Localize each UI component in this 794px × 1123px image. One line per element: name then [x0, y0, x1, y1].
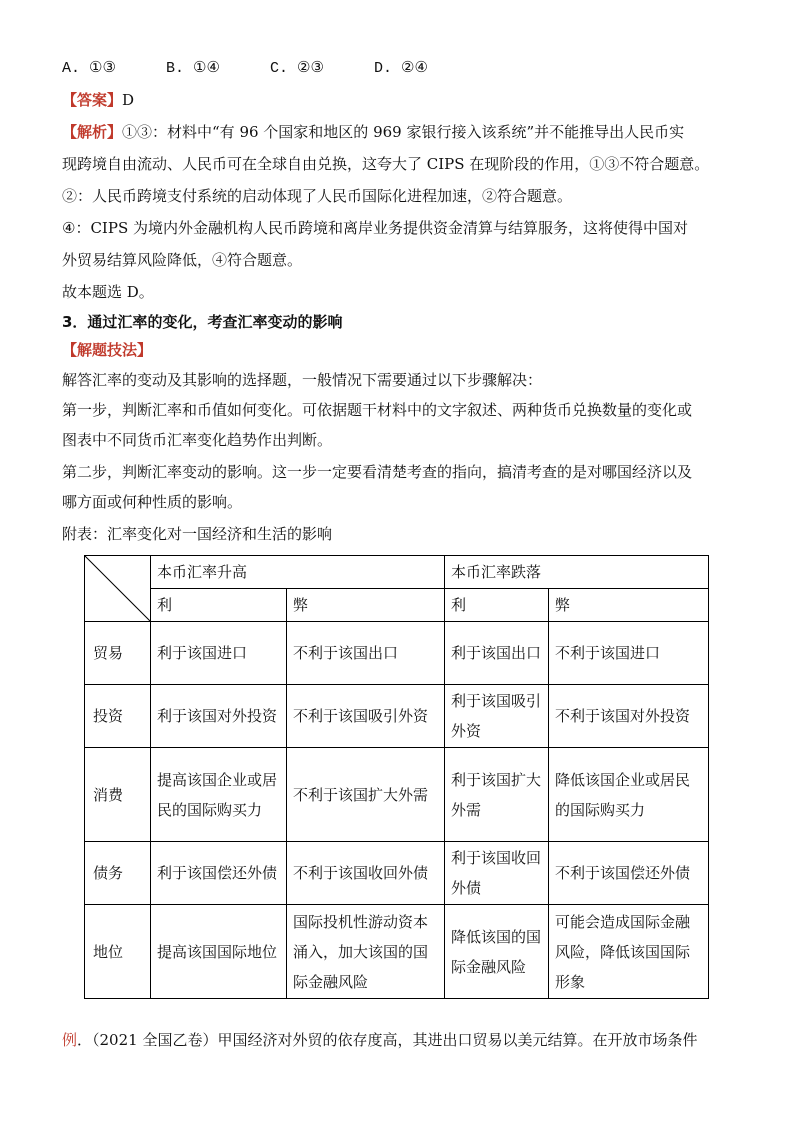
table-cell: 利于该国对外投资 — [151, 685, 287, 748]
table-cell: 利于该国吸引外资 — [445, 685, 549, 748]
table-cell: 不利于该国收回外债 — [287, 842, 445, 905]
tip-step2-line1: 第二步，判断汇率变动的影响。这一步一定要看清楚考查的指向，搞清考查的是对哪国经济以及 — [62, 463, 693, 481]
row-label: 消费 — [85, 748, 151, 842]
group-header-fall: 本币汇率跌落 — [445, 556, 709, 589]
table-cell: 不利于该国进口 — [549, 622, 709, 685]
table-cell: 利于该国收回外债 — [445, 842, 549, 905]
table-cell: 国际投机性游动资本涌入，加大该国的国际金融风险 — [287, 905, 445, 999]
table-cell: 可能会造成国际金融风险，降低该国国际形象 — [549, 905, 709, 999]
table-cell: 降低该国企业或居民的国际购买力 — [549, 748, 709, 842]
header-con: 弊 — [287, 589, 445, 622]
row-label: 贸易 — [85, 622, 151, 685]
table-corner-cell — [85, 556, 151, 622]
example-text: ．（2021 全国乙卷）甲国经济对外贸的依存度高，其进出口贸易以美元结算。在开放市场条件 — [77, 1031, 698, 1049]
analysis-line-5: 外贸易结算风险降低，④符合题意。 — [62, 251, 303, 269]
header-pro: 利 — [445, 589, 549, 622]
example-line — [62, 1030, 697, 1050]
table-cell: 不利于该国扩大外需 — [287, 748, 445, 842]
table-caption: 附表：汇率变化对一国经济和生活的影响 — [62, 525, 333, 543]
table-cell: 利于该国出口 — [445, 622, 549, 685]
table-row — [85, 622, 709, 685]
table-row — [85, 842, 709, 905]
group-header-rise: 本币汇率升高 — [151, 556, 445, 589]
exchange-rate-table — [84, 555, 709, 999]
diagonal-line — [85, 556, 150, 621]
table-cell: 利于该国偿还外债 — [151, 842, 287, 905]
tip-step1-line2: 图表中不同货币汇率变化趋势作出判断。 — [62, 431, 333, 449]
example-tag: 例 — [62, 1031, 78, 1049]
table-cell: 不利于该国偿还外债 — [549, 842, 709, 905]
table-cell: 不利于该国出口 — [287, 622, 445, 685]
row-label: 投资 — [85, 685, 151, 748]
table-cell: 不利于该国对外投资 — [549, 685, 709, 748]
row-label: 地位 — [85, 905, 151, 999]
analysis-tag: 【解析】 — [62, 123, 123, 141]
table-row — [85, 748, 709, 842]
header-con: 弊 — [549, 589, 709, 622]
option-c: C. ②③ — [270, 60, 324, 77]
table-row — [85, 685, 709, 748]
analysis-conclusion: 故本题选 D。 — [62, 283, 154, 301]
tip-step1-line1: 第一步，判断汇率和币值如何变化。可依据题干材料中的文字叙述、两种货币兑换数量的变化或 — [62, 401, 693, 419]
section-heading: 3．通过汇率的变化，考查汇率变动的影响 — [62, 313, 343, 331]
option-a: A. ①③ — [62, 60, 116, 77]
table-cell: 提高该国国际地位 — [151, 905, 287, 999]
analysis-line-3: ②：人民币跨境支付系统的启动体现了人民币国际化进程加速，②符合题意。 — [62, 187, 573, 205]
table-cell: 不利于该国吸引外资 — [287, 685, 445, 748]
answer-value: D — [122, 91, 135, 109]
table-cell: 利于该国扩大外需 — [445, 748, 549, 842]
table-cell: 降低该国的国际金融风险 — [445, 905, 549, 999]
option-d: D. ②④ — [374, 60, 428, 77]
tip-paragraph-1: 解答汇率的变动及其影响的选择题，一般情况下需要通过以下步骤解决： — [62, 371, 543, 389]
answer-tag: 【答案】 — [62, 91, 123, 109]
answer-line — [62, 90, 134, 110]
analysis-line-4: ④：CIPS 为境内外金融机构人民币跨境和离岸业务提供资金清算与结算服务，这将使得中国对 — [62, 219, 688, 237]
table-row — [85, 905, 709, 999]
analysis-line-1: 【解析】①③：材料中“有 96 个国家和地区的 969 家银行接入该系统”并不能推导出人民币实 — [62, 123, 685, 141]
tip-tag: 【解题技法】 — [62, 341, 153, 359]
analysis-line-2: 现跨境自由流动、人民币可在全球自由兑换，这夸大了 CIPS 在现阶段的作用，①③不符合题意。 — [62, 155, 710, 173]
option-b: B. ①④ — [166, 60, 220, 77]
tip-step2-line2: 哪方面或何种性质的影响。 — [62, 493, 243, 511]
header-pro: 利 — [151, 589, 287, 622]
table-cell: 利于该国进口 — [151, 622, 287, 685]
table-cell: 提高该国企业或居民的国际购买力 — [151, 748, 287, 842]
row-label: 债务 — [85, 842, 151, 905]
